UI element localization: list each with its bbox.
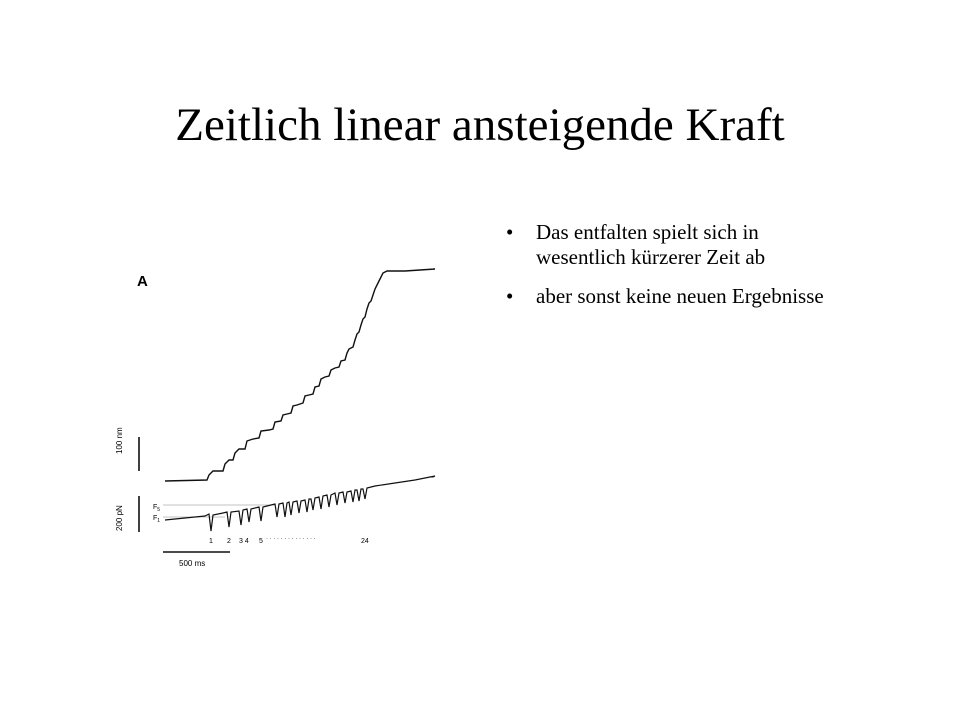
extension-trace <box>165 269 435 481</box>
unfolding-figure <box>115 255 480 575</box>
panel-label: A <box>137 273 148 290</box>
event-number: 3 4 <box>239 538 249 545</box>
trace-plot <box>115 255 480 575</box>
bullet-text: Das entfalten spielt sich in wesentlich kürzerer Zeit ab <box>536 220 766 269</box>
force-trace <box>165 476 435 531</box>
extension-scale-label: 100 nm <box>115 427 124 454</box>
force-level-upper: $F_5$ <box>153 504 161 513</box>
time-scale-label: 500 ms <box>179 559 206 568</box>
event-number-last: 24 <box>361 538 369 545</box>
bullet-item <box>498 220 848 270</box>
force-scale-label: 200 pN <box>115 505 124 531</box>
bullet-icon: • <box>506 220 514 244</box>
event-number: 2 <box>227 538 231 545</box>
event-dots: · · · · · · · · · · · · · · <box>266 536 316 542</box>
slide-title: Zeitlich linear ansteigende Kraft <box>175 99 785 151</box>
bullet-text: aber sonst keine neuen Ergebnisse <box>536 284 824 308</box>
event-number: 1 <box>209 538 213 545</box>
force-level-lower: $F_1$ <box>153 515 161 524</box>
bullet-icon: • <box>506 284 514 308</box>
event-number: 5 <box>259 538 263 545</box>
bullet-item <box>498 284 848 309</box>
bullet-list <box>498 220 848 323</box>
